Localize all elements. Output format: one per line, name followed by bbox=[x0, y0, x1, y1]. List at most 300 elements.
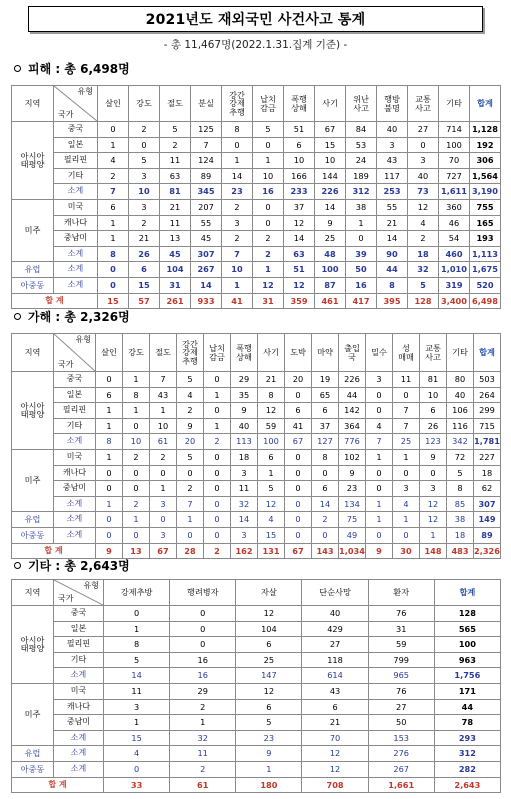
table-row bbox=[12, 137, 501, 153]
value-cell: 2 bbox=[129, 122, 160, 138]
value-cell: 207 bbox=[191, 199, 222, 215]
circle-bullet-icon bbox=[14, 313, 21, 320]
value-cell: 14 bbox=[104, 668, 170, 684]
column-header: 강간 강제 추행 bbox=[222, 86, 253, 122]
value-cell: 10 bbox=[284, 153, 315, 169]
country-cell: 소계 bbox=[54, 262, 98, 278]
value-cell: 9 bbox=[96, 543, 123, 559]
value-cell: 70 bbox=[439, 153, 470, 169]
column-header: 출입 국 bbox=[339, 334, 366, 372]
value-cell: 128 bbox=[408, 293, 439, 309]
value-cell: 63 bbox=[160, 168, 191, 184]
value-cell: 6 bbox=[312, 481, 339, 497]
value-cell: 1 bbox=[204, 418, 231, 434]
row-total-cell: 2,326 bbox=[474, 543, 501, 559]
value-cell: 1 bbox=[258, 465, 285, 481]
value-cell: 0 bbox=[393, 527, 420, 543]
table-row bbox=[12, 715, 501, 731]
row-total-cell: 1,675 bbox=[470, 262, 501, 278]
value-cell: 76 bbox=[368, 606, 434, 622]
value-cell: 6 bbox=[420, 403, 447, 419]
value-cell: 11 bbox=[160, 153, 191, 169]
value-cell: 21 bbox=[377, 215, 408, 231]
row-total-cell: 100 bbox=[434, 637, 500, 653]
value-cell: 1 bbox=[96, 496, 123, 512]
value-cell: 0 bbox=[204, 403, 231, 419]
value-cell: 0 bbox=[123, 465, 150, 481]
value-cell: 90 bbox=[377, 246, 408, 262]
row-total-cell: 1,756 bbox=[434, 668, 500, 684]
value-cell: 63 bbox=[284, 246, 315, 262]
table-row bbox=[12, 215, 501, 231]
value-cell: 0 bbox=[285, 387, 312, 403]
column-header: 절도 bbox=[150, 334, 177, 372]
value-cell: 4 bbox=[98, 153, 129, 169]
value-cell: 12 bbox=[284, 277, 315, 293]
value-cell: 0 bbox=[96, 512, 123, 528]
value-cell: 26 bbox=[129, 246, 160, 262]
value-cell: 23 bbox=[222, 184, 253, 200]
value-cell: 61 bbox=[170, 777, 236, 793]
column-header: 납치 감금 bbox=[253, 86, 284, 122]
value-cell: 3 bbox=[393, 481, 420, 497]
value-cell: 15 bbox=[98, 293, 129, 309]
value-cell: 51 bbox=[284, 122, 315, 138]
value-cell: 461 bbox=[315, 293, 346, 309]
value-cell: 1 bbox=[393, 449, 420, 465]
value-cell: 106 bbox=[447, 403, 474, 419]
value-cell: 1 bbox=[366, 512, 393, 528]
value-cell: 51 bbox=[284, 262, 315, 278]
country-label: 국가 bbox=[58, 359, 74, 369]
table-row bbox=[12, 683, 501, 699]
subtotal-row bbox=[12, 527, 501, 543]
country-cell: 기타 bbox=[54, 418, 96, 434]
value-cell: 11 bbox=[170, 746, 236, 762]
value-cell: 4 bbox=[393, 496, 420, 512]
column-header: 사기 bbox=[258, 334, 285, 372]
value-cell: 1 bbox=[204, 387, 231, 403]
value-cell: 2 bbox=[170, 699, 236, 715]
value-cell: 43 bbox=[377, 153, 408, 169]
value-cell: 0 bbox=[96, 465, 123, 481]
value-cell: 483 bbox=[447, 543, 474, 559]
value-cell: 13 bbox=[160, 231, 191, 247]
victim-section-title bbox=[14, 60, 130, 77]
country-cell: 중국 bbox=[54, 606, 104, 622]
subtotal-row bbox=[12, 668, 501, 684]
value-cell: 32 bbox=[408, 262, 439, 278]
value-cell: 21 bbox=[129, 231, 160, 247]
value-cell: 0 bbox=[420, 465, 447, 481]
value-cell: 0 bbox=[312, 465, 339, 481]
column-header: 마약 bbox=[312, 334, 339, 372]
value-cell: 8 bbox=[377, 277, 408, 293]
value-cell: 0 bbox=[150, 465, 177, 481]
value-cell: 3 bbox=[129, 199, 160, 215]
value-cell: 0 bbox=[285, 527, 312, 543]
row-total-cell: 312 bbox=[434, 746, 500, 762]
value-cell: 14 bbox=[222, 168, 253, 184]
value-cell: 3 bbox=[231, 465, 258, 481]
value-cell: 3 bbox=[104, 699, 170, 715]
value-cell: 364 bbox=[339, 418, 366, 434]
value-cell: 10 bbox=[315, 153, 346, 169]
country-cell: 소계 bbox=[54, 246, 98, 262]
region-cell: 미주 bbox=[12, 449, 54, 511]
column-header: 행려병자 bbox=[170, 580, 236, 606]
value-cell: 142 bbox=[339, 403, 366, 419]
value-cell: 6 bbox=[312, 403, 339, 419]
column-header: 환자 bbox=[368, 580, 434, 606]
value-cell: 59 bbox=[368, 637, 434, 653]
value-cell: 7 bbox=[98, 184, 129, 200]
country-cell: 소계 bbox=[54, 496, 96, 512]
subtotal-row bbox=[12, 512, 501, 528]
row-total-cell: 565 bbox=[434, 621, 500, 637]
value-cell: 15 bbox=[104, 730, 170, 746]
value-cell: 12 bbox=[408, 199, 439, 215]
table-row bbox=[12, 387, 501, 403]
value-cell: 6 bbox=[129, 262, 160, 278]
value-cell: 131 bbox=[258, 543, 285, 559]
value-cell: 9 bbox=[231, 403, 258, 419]
value-cell: 27 bbox=[368, 699, 434, 715]
row-total-cell: 307 bbox=[474, 496, 501, 512]
value-cell: 65 bbox=[312, 387, 339, 403]
value-cell: 44 bbox=[339, 387, 366, 403]
circle-bullet-icon bbox=[14, 65, 21, 72]
row-total-cell: 1,781 bbox=[474, 434, 501, 450]
value-cell: 45 bbox=[191, 231, 222, 247]
column-header: 강도 bbox=[129, 86, 160, 122]
value-cell: 6 bbox=[302, 699, 368, 715]
value-cell: 84 bbox=[346, 122, 377, 138]
value-cell: 23 bbox=[236, 730, 302, 746]
value-cell: 55 bbox=[191, 215, 222, 231]
value-cell: 6 bbox=[236, 637, 302, 653]
table-row bbox=[12, 372, 501, 388]
value-cell: 20 bbox=[285, 372, 312, 388]
type-label: 유형 bbox=[77, 87, 93, 96]
value-cell: 8 bbox=[312, 449, 339, 465]
value-cell: 7 bbox=[191, 137, 222, 153]
table-row bbox=[12, 481, 501, 497]
value-cell: 0 bbox=[204, 512, 231, 528]
region-cell: 아중동 bbox=[12, 277, 54, 293]
type-country-diagonal-header bbox=[54, 580, 104, 606]
value-cell: 3 bbox=[366, 372, 393, 388]
value-cell: 104 bbox=[236, 621, 302, 637]
country-cell: 캐나다 bbox=[54, 465, 96, 481]
column-header: 살인 bbox=[98, 86, 129, 122]
column-header: 교통 사고 bbox=[408, 86, 439, 122]
value-cell: 2 bbox=[253, 246, 284, 262]
subtotal-row bbox=[12, 262, 501, 278]
value-cell: 395 bbox=[377, 293, 408, 309]
value-cell: 8 bbox=[98, 246, 129, 262]
value-cell: 0 bbox=[96, 481, 123, 497]
value-cell: 7 bbox=[366, 434, 393, 450]
country-label: 국가 bbox=[58, 593, 74, 603]
value-cell: 8 bbox=[104, 637, 170, 653]
value-cell: 2 bbox=[123, 496, 150, 512]
row-total-cell: 192 bbox=[470, 137, 501, 153]
value-cell: 0 bbox=[204, 465, 231, 481]
value-cell: 0 bbox=[204, 496, 231, 512]
table-row bbox=[12, 449, 501, 465]
value-cell: 1 bbox=[170, 715, 236, 731]
value-cell: 727 bbox=[439, 168, 470, 184]
row-total-cell: 755 bbox=[470, 199, 501, 215]
value-cell: 13 bbox=[123, 543, 150, 559]
value-cell: 45 bbox=[160, 246, 191, 262]
column-header: 강도 bbox=[123, 334, 150, 372]
offender-section-title-text: 가해 : 총 2,326명 bbox=[28, 310, 130, 324]
value-cell: 5 bbox=[177, 449, 204, 465]
value-cell: 1 bbox=[222, 277, 253, 293]
value-cell: 0 bbox=[285, 449, 312, 465]
value-cell: 0 bbox=[177, 465, 204, 481]
other-section-title-text: 기타 : 총 2,643명 bbox=[28, 559, 130, 573]
value-cell: 41 bbox=[222, 293, 253, 309]
value-cell: 0 bbox=[150, 512, 177, 528]
subtotal-row bbox=[12, 277, 501, 293]
value-cell: 267 bbox=[368, 761, 434, 777]
value-cell: 118 bbox=[302, 652, 368, 668]
value-cell: 4 bbox=[258, 512, 285, 528]
value-cell: 27 bbox=[302, 637, 368, 653]
value-cell: 8 bbox=[222, 122, 253, 138]
column-header: 납치 감금 bbox=[204, 334, 231, 372]
value-cell: 19 bbox=[312, 372, 339, 388]
row-total-cell: 2,643 bbox=[434, 777, 500, 793]
value-cell: 81 bbox=[420, 372, 447, 388]
value-cell: 40 bbox=[231, 418, 258, 434]
value-cell: 25 bbox=[393, 434, 420, 450]
column-header: 밀수 bbox=[366, 334, 393, 372]
value-cell: 0 bbox=[123, 527, 150, 543]
value-cell: 965 bbox=[368, 668, 434, 684]
value-cell: 40 bbox=[302, 606, 368, 622]
value-cell: 40 bbox=[377, 122, 408, 138]
value-cell: 9 bbox=[315, 215, 346, 231]
value-cell: 15 bbox=[315, 137, 346, 153]
value-cell: 0 bbox=[253, 137, 284, 153]
row-total-cell: 520 bbox=[470, 277, 501, 293]
value-cell: 2 bbox=[150, 449, 177, 465]
value-cell: 59 bbox=[258, 418, 285, 434]
country-cell: 기타 bbox=[54, 168, 98, 184]
value-cell: 0 bbox=[123, 481, 150, 497]
value-cell: 12 bbox=[420, 496, 447, 512]
value-cell: 6 bbox=[284, 137, 315, 153]
value-cell: 70 bbox=[302, 730, 368, 746]
value-cell: 5 bbox=[236, 715, 302, 731]
value-cell: 233 bbox=[284, 184, 315, 200]
value-cell: 1 bbox=[393, 512, 420, 528]
value-cell: 10 bbox=[253, 168, 284, 184]
value-cell: 12 bbox=[302, 746, 368, 762]
value-cell: 33 bbox=[104, 777, 170, 793]
table-row bbox=[12, 465, 501, 481]
value-cell: 14 bbox=[377, 231, 408, 247]
value-cell: 708 bbox=[302, 777, 368, 793]
value-cell: 3,400 bbox=[439, 293, 470, 309]
country-cell: 중국 bbox=[54, 372, 96, 388]
value-cell: 460 bbox=[439, 246, 470, 262]
value-cell: 714 bbox=[439, 122, 470, 138]
value-cell: 0 bbox=[366, 387, 393, 403]
value-cell: 37 bbox=[312, 418, 339, 434]
value-cell: 67 bbox=[315, 122, 346, 138]
value-cell: 21 bbox=[302, 715, 368, 731]
value-cell: 67 bbox=[150, 543, 177, 559]
row-total-cell: 44 bbox=[434, 699, 500, 715]
row-total-cell: 62 bbox=[474, 481, 501, 497]
value-cell: 307 bbox=[191, 246, 222, 262]
value-cell: 614 bbox=[302, 668, 368, 684]
row-total-cell: 503 bbox=[474, 372, 501, 388]
value-cell: 1 bbox=[104, 715, 170, 731]
value-cell: 16 bbox=[170, 668, 236, 684]
value-cell: 10 bbox=[222, 262, 253, 278]
value-cell: 2 bbox=[129, 215, 160, 231]
value-cell: 0 bbox=[98, 277, 129, 293]
row-total-cell: 193 bbox=[470, 231, 501, 247]
value-cell: 0 bbox=[285, 496, 312, 512]
value-cell: 41 bbox=[285, 418, 312, 434]
value-cell: 100 bbox=[315, 262, 346, 278]
value-cell: 1,611 bbox=[439, 184, 470, 200]
value-cell: 5 bbox=[253, 122, 284, 138]
value-cell: 24 bbox=[346, 153, 377, 169]
country-cell: 소계 bbox=[54, 668, 104, 684]
value-cell: 0 bbox=[366, 527, 393, 543]
value-cell: 14 bbox=[284, 231, 315, 247]
column-header: 기타 bbox=[439, 86, 470, 122]
value-cell: 0 bbox=[170, 606, 236, 622]
value-cell: 1 bbox=[177, 512, 204, 528]
region-cell: 아시아 태평양 bbox=[12, 122, 54, 200]
country-cell: 캐나다 bbox=[54, 215, 98, 231]
value-cell: 1 bbox=[104, 621, 170, 637]
row-total-cell: 1,113 bbox=[470, 246, 501, 262]
column-header: 자살 bbox=[236, 580, 302, 606]
document-title-text: 2021년도 재외국민 사건사고 통계 bbox=[145, 12, 366, 28]
value-cell: 125 bbox=[191, 122, 222, 138]
value-cell: 8 bbox=[96, 434, 123, 450]
row-total-cell: 963 bbox=[434, 652, 500, 668]
value-cell: 5 bbox=[160, 122, 191, 138]
value-cell: 18 bbox=[447, 527, 474, 543]
value-cell: 9 bbox=[420, 449, 447, 465]
value-cell: 276 bbox=[368, 746, 434, 762]
value-cell: 1 bbox=[96, 418, 123, 434]
value-cell: 40 bbox=[447, 387, 474, 403]
value-cell: 189 bbox=[346, 168, 377, 184]
value-cell: 2 bbox=[222, 199, 253, 215]
value-cell: 67 bbox=[285, 543, 312, 559]
value-cell: 0 bbox=[285, 481, 312, 497]
value-cell: 43 bbox=[302, 683, 368, 699]
country-cell: 소계 bbox=[54, 434, 96, 450]
value-cell: 2 bbox=[312, 512, 339, 528]
value-cell: 49 bbox=[339, 527, 366, 543]
value-cell: 16 bbox=[170, 652, 236, 668]
country-cell: 소계 bbox=[54, 184, 98, 200]
column-header: 교통 사고 bbox=[420, 334, 447, 372]
value-cell: 9 bbox=[236, 746, 302, 762]
value-cell: 6 bbox=[98, 199, 129, 215]
value-cell: 312 bbox=[346, 184, 377, 200]
country-cell: 소계 bbox=[54, 277, 98, 293]
value-cell: 148 bbox=[420, 543, 447, 559]
value-cell: 0 bbox=[253, 215, 284, 231]
value-cell: 2 bbox=[177, 403, 204, 419]
column-header: 강간 강제 추행 bbox=[177, 334, 204, 372]
value-cell: 0 bbox=[393, 465, 420, 481]
value-cell: 3 bbox=[129, 168, 160, 184]
value-cell: 54 bbox=[439, 231, 470, 247]
country-cell: 필리핀 bbox=[54, 637, 104, 653]
value-cell: 29 bbox=[170, 683, 236, 699]
value-cell: 0 bbox=[285, 465, 312, 481]
value-cell: 0 bbox=[104, 606, 170, 622]
column-header: 합계 bbox=[434, 580, 500, 606]
value-cell: 0 bbox=[123, 418, 150, 434]
subtotal-row bbox=[12, 496, 501, 512]
value-cell: 253 bbox=[377, 184, 408, 200]
value-cell: 27 bbox=[408, 122, 439, 138]
value-cell: 3 bbox=[377, 137, 408, 153]
value-cell: 1,034 bbox=[339, 543, 366, 559]
value-cell: 7 bbox=[393, 418, 420, 434]
value-cell: 2 bbox=[222, 231, 253, 247]
table-row bbox=[12, 699, 501, 715]
value-cell: 12 bbox=[258, 403, 285, 419]
value-cell: 0 bbox=[408, 137, 439, 153]
value-cell: 153 bbox=[368, 730, 434, 746]
value-cell: 3 bbox=[150, 527, 177, 543]
country-cell: 소계 bbox=[54, 730, 104, 746]
value-cell: 5 bbox=[447, 465, 474, 481]
value-cell: 12 bbox=[253, 277, 284, 293]
value-cell: 226 bbox=[315, 184, 346, 200]
subtotal-row bbox=[12, 184, 501, 200]
value-cell: 100 bbox=[258, 434, 285, 450]
value-cell: 0 bbox=[204, 481, 231, 497]
value-cell: 116 bbox=[447, 418, 474, 434]
country-cell: 일본 bbox=[54, 387, 96, 403]
row-total-cell: 715 bbox=[474, 418, 501, 434]
value-cell: 72 bbox=[447, 449, 474, 465]
value-cell: 7 bbox=[150, 372, 177, 388]
country-cell: 필리핀 bbox=[54, 403, 96, 419]
value-cell: 5 bbox=[104, 652, 170, 668]
value-cell: 8 bbox=[447, 481, 474, 497]
value-cell: 31 bbox=[253, 293, 284, 309]
value-cell: 226 bbox=[339, 372, 366, 388]
value-cell: 113 bbox=[231, 434, 258, 450]
value-cell: 0 bbox=[204, 527, 231, 543]
value-cell: 180 bbox=[236, 777, 302, 793]
value-cell: 2 bbox=[98, 168, 129, 184]
country-label: 국가 bbox=[58, 109, 74, 119]
region-column-header: 지역 bbox=[12, 580, 54, 606]
table-row bbox=[12, 606, 501, 622]
value-cell: 2 bbox=[204, 543, 231, 559]
